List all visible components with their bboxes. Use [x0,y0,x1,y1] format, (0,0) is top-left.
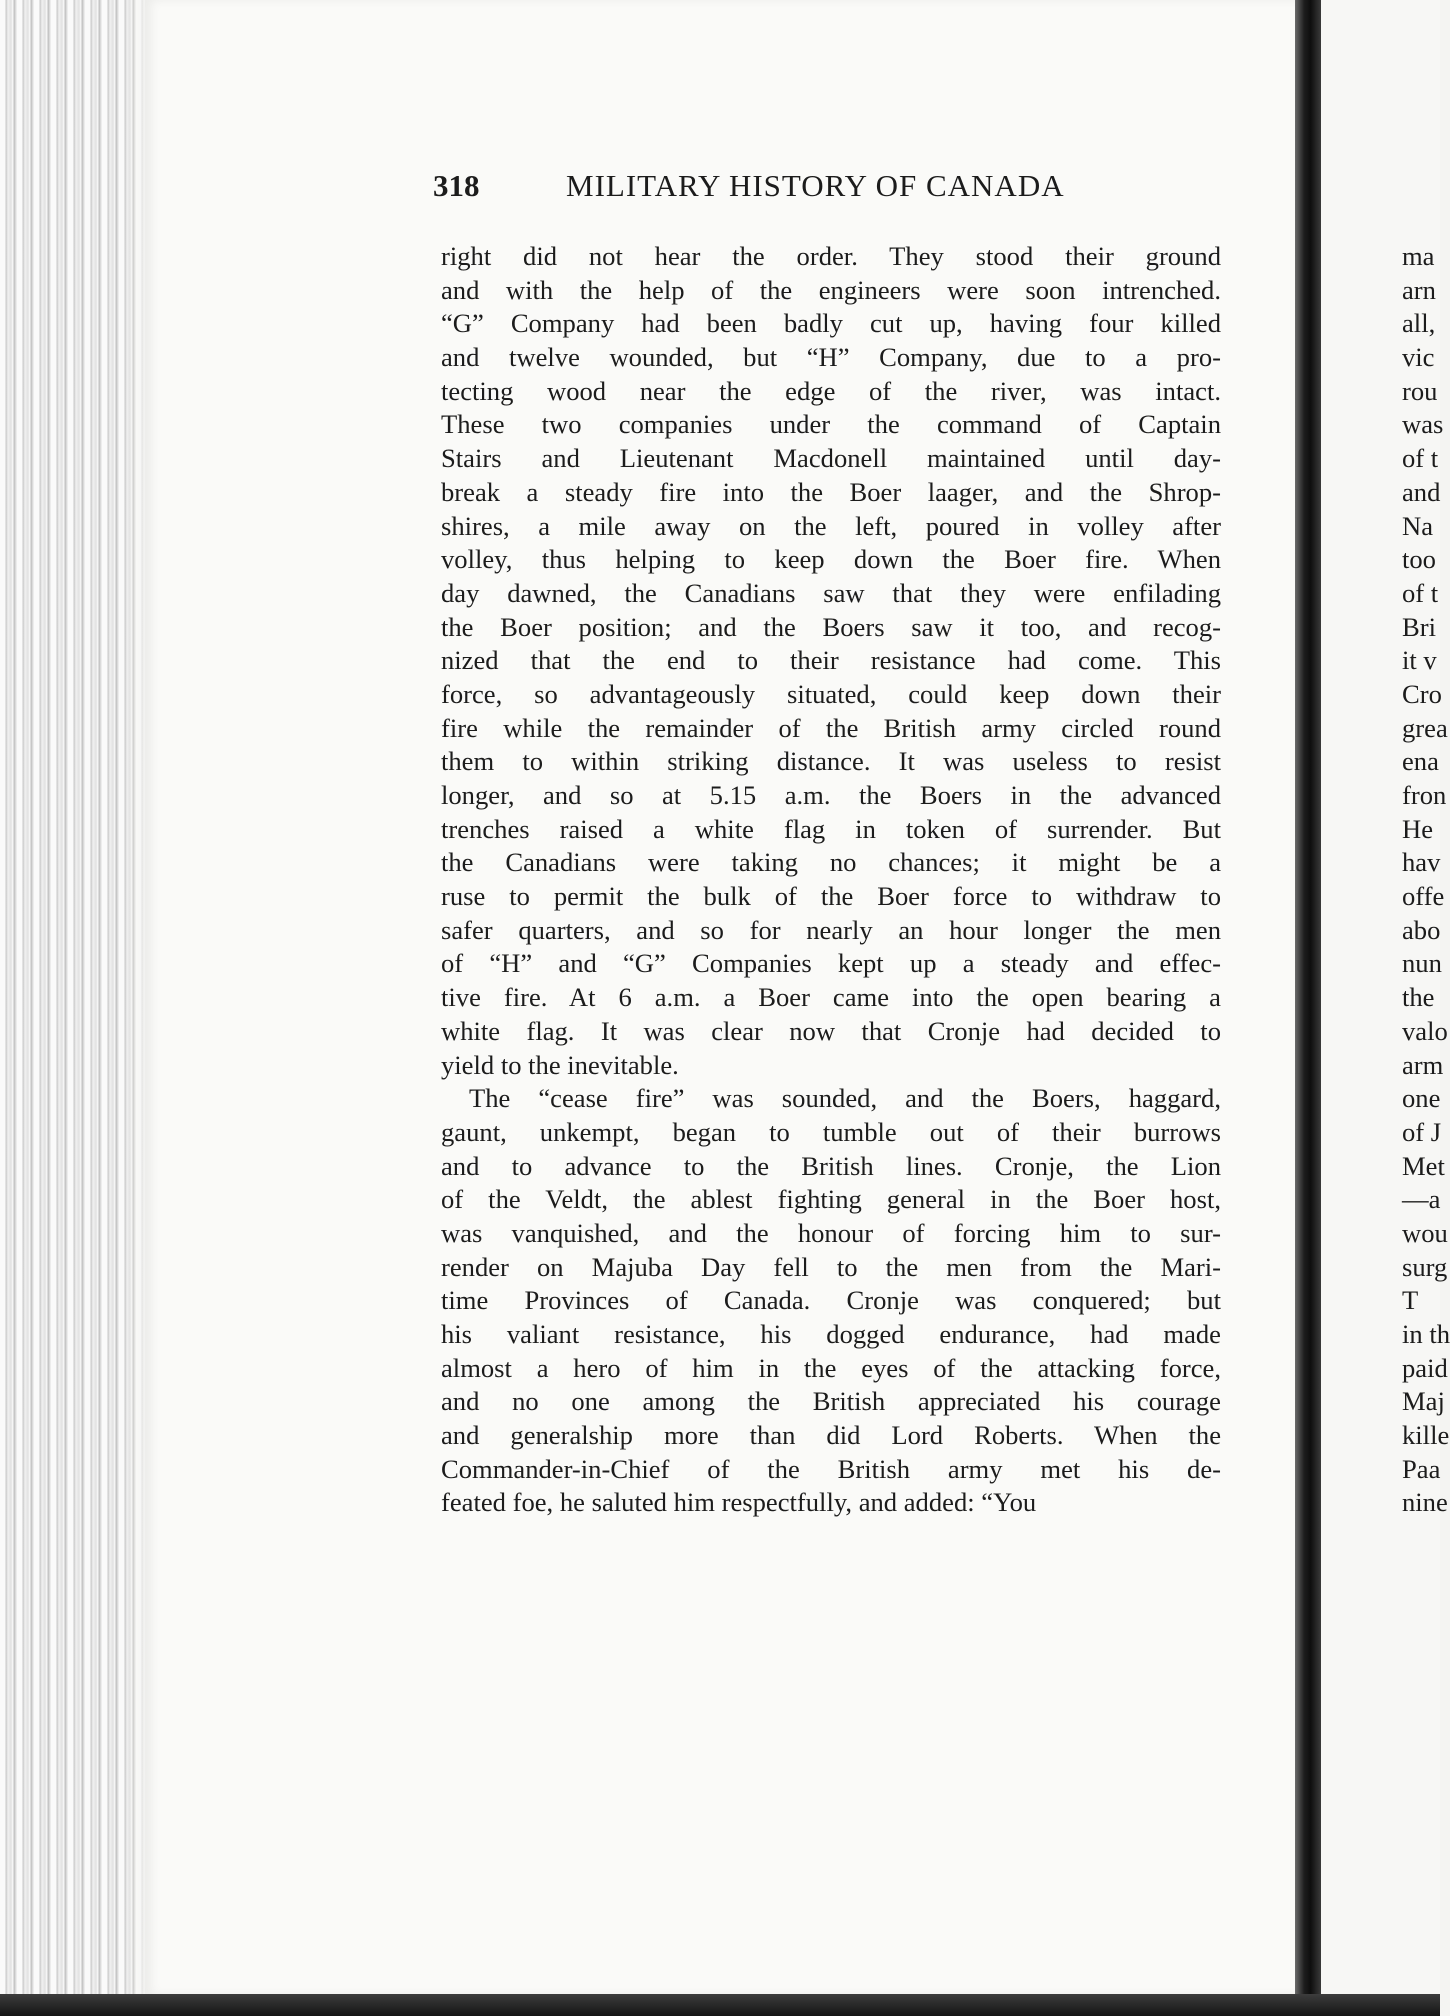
facing-text-fragment: nun [1402,948,1442,979]
text-line: almost a hero of him in the eyes of the attacking force, [441,1352,1221,1383]
facing-text-fragment: vic [1402,342,1435,373]
facing-text-fragment: too [1402,544,1436,575]
facing-text-fragment: Cro [1402,678,1442,709]
text-line: and generalship more than did Lord Roberts. When the [441,1420,1221,1451]
facing-text-fragment: it v [1402,645,1437,676]
facing-text-fragment: wou [1402,1217,1448,1248]
text-line: white flag. It was clear now that Cronje had decided to [441,1015,1221,1046]
text-line: trenches raised a white flag in token of surrender. But [441,813,1221,844]
running-head [433,168,1223,218]
text-line: of “H” and “G” Companies kept up a steady and effec- [441,948,1221,979]
facing-text-fragment: was [1402,409,1444,440]
text-line: feated foe, he saluted him respectfully, and added: “You [441,1487,1037,1518]
facing-text-fragment: Met [1402,1150,1445,1181]
running-title: MILITARY HISTORY OF CANADA [566,168,1065,203]
facing-text-fragment: arn [1402,274,1436,305]
text-line: These two companies under the command of Captain [441,409,1221,440]
text-line: break a steady fire into the Boer laager, and the Shrop- [441,476,1221,507]
facing-text-fragment: surg [1402,1251,1448,1282]
facing-text-fragment: T [1402,1285,1419,1316]
facing-text-fragment: in th [1402,1319,1450,1349]
text-line: force, so advantageously situated, could keep down their [441,678,1221,709]
facing-text-fragment: paid [1402,1352,1448,1383]
page-number: 318 [433,168,480,203]
facing-text-fragment: arm [1402,1049,1444,1080]
text-line: the Boer position; and the Boers saw it too, and recog- [441,611,1221,642]
text-line: Commander-in-Chief of the British army met his de- [441,1453,1221,1484]
text-line: shires, a mile away on the left, poured in volley after [441,510,1221,541]
text-line: safer quarters, and so for nearly an hour longer the men [441,914,1221,945]
facing-text-fragment: one [1402,1083,1441,1114]
facing-text-fragment: fron [1402,780,1447,810]
text-line: Stairs and Lieutenant Macdonell maintained until day- [441,443,1221,474]
text-line: gaunt, unkempt, began to tumble out of their burrows [441,1116,1221,1147]
text-line: right did not hear the order. They stood their ground [441,241,1221,271]
facing-text-fragment: offe [1402,881,1445,912]
text-line: day dawned, the Canadians saw that they were enfilading [441,577,1221,608]
facing-text-fragment: nine [1402,1487,1448,1518]
facing-text-fragment: of t [1402,443,1439,474]
text-line: his valiant resistance, his dogged endurance, had made [441,1319,1221,1349]
facing-text-fragment: Bri [1402,611,1436,642]
facing-text-fragment: hav [1402,847,1441,878]
text-line: was vanquished, and the honour of forcing him to sur- [441,1217,1221,1248]
facing-text-fragment: ma [1402,241,1435,271]
facing-text-fragment: the [1402,982,1435,1013]
text-line: and with the help of the engineers were soon intrenched. [441,274,1221,305]
page-stack-edges [0,0,150,2016]
text-line: and no one among the British appreciated his courage [441,1386,1221,1417]
facing-text-fragment: grea [1402,712,1448,743]
text-line: nized that the end to their resistance had come. This [441,645,1221,676]
facing-text-fragment: of J [1402,1116,1442,1147]
facing-text-fragment: abo [1402,914,1441,945]
facing-text-fragment: rou [1402,375,1438,406]
facing-text-fragment: —a [1402,1184,1441,1215]
text-line: render on Majuba Day fell to the men from the Mari- [441,1251,1221,1282]
book-gutter [1295,0,1321,2016]
facing-text-fragment: ena [1402,746,1439,777]
facing-text-fragment: Na [1402,510,1434,541]
text-line: “G” Company had been badly cut up, having four killed [441,308,1221,339]
text-line: tecting wood near the edge of the river, was intact. [441,375,1221,406]
text-line: and to advance to the British lines. Cronje, the Lion [441,1150,1221,1181]
text-line: yield to the inevitable. [441,1049,679,1080]
text-line: the Canadians were taking no chances; it might be a [441,847,1221,878]
facing-page-text [1402,240,1450,1520]
facing-text-fragment: and [1402,476,1441,507]
body-text [441,240,1221,1520]
facing-text-fragment: all, [1402,308,1436,339]
text-line: volley, thus helping to keep down the Boer fire. When [441,544,1221,575]
facing-text-fragment: valo [1402,1015,1448,1046]
text-line: of the Veldt, the ablest fighting general in the Boer host, [441,1184,1221,1215]
facing-text-fragment: kille [1402,1420,1450,1451]
text-line: The “cease fire” was sounded, and the Boers, haggard, [469,1083,1221,1114]
text-line: fire while the remainder of the British army circled round [441,712,1221,743]
text-line: longer, and so at 5.15 a.m. the Boers in the advanced [441,780,1221,810]
text-line: and twelve wounded, but “H” Company, due to a pro- [441,342,1221,373]
text-line: them to within striking distance. It was useless to resist [441,746,1221,777]
text-line: ruse to permit the bulk of the Boer force to withdraw to [441,881,1221,912]
facing-text-fragment: Maj [1402,1386,1445,1417]
facing-text-fragment: of t [1402,577,1439,608]
text-line: tive fire. At 6 a.m. a Boer came into the open bearing a [441,982,1221,1013]
text-line: time Provinces of Canada. Cronje was conquered; but [441,1285,1221,1316]
page-bottom-edge [0,1994,1440,2016]
facing-text-fragment: Paa [1402,1453,1441,1484]
facing-text-fragment: He [1402,813,1434,844]
